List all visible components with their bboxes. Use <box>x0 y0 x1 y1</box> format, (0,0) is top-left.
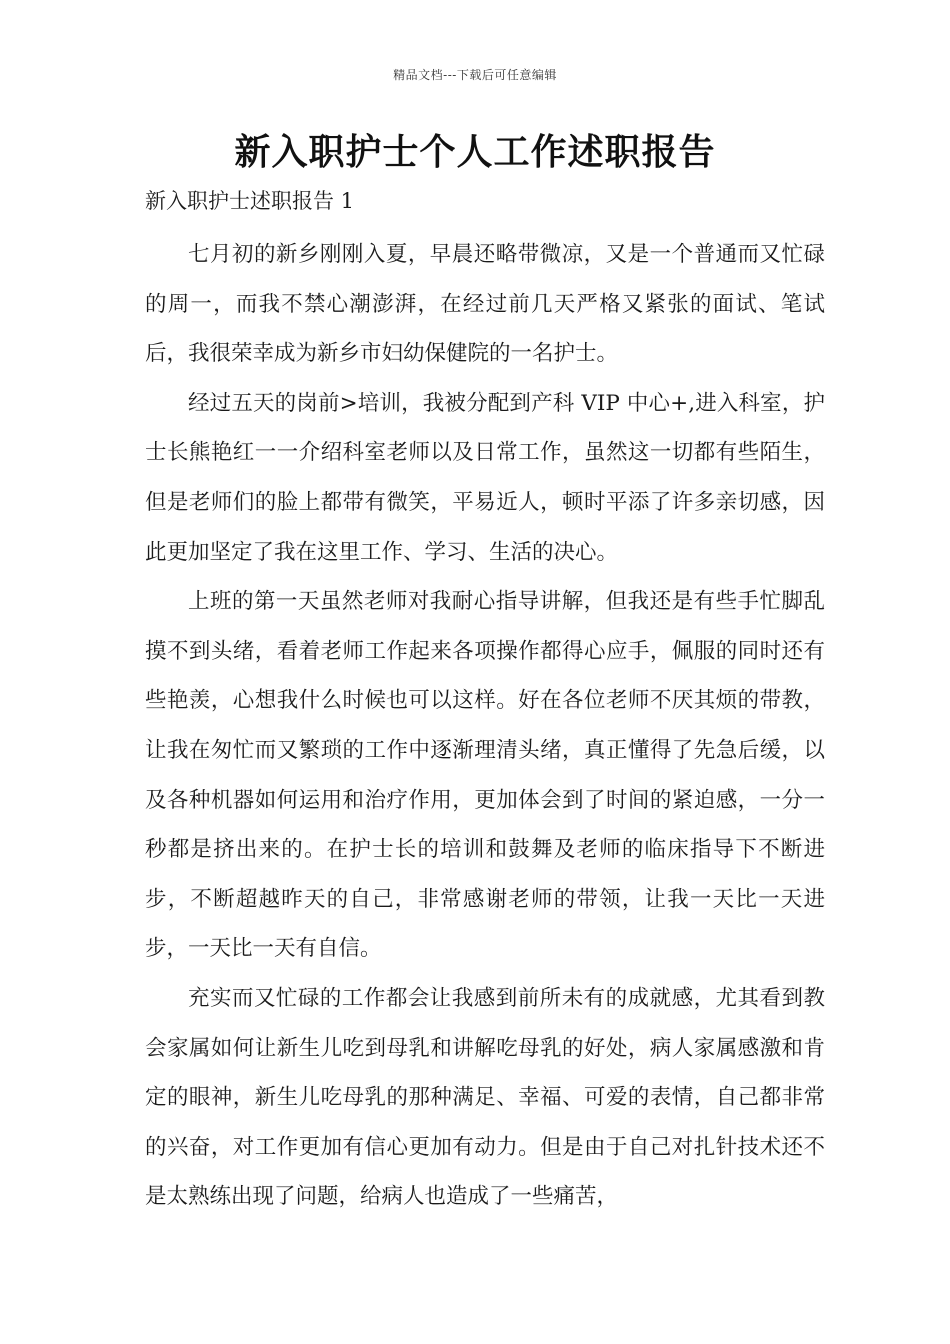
paragraph: 上班的第一天虽然老师对我耐心指导讲解，但我还是有些手忙脚乱摸不到头绪，看着老师工作起来各项操作都得心应手，佩服的同时还有些艳羡，心想我什么时候也可以这样。好在各位老师不厌其烦的带教，让我在匆忙而又繁琐的工作中逐渐理清头绪，真正懂得了先急后缓，以及各种机器如何运用和治疗作用，更加体会到了时间的紧迫感，一分一秒都是挤出来的。在护士长的培训和鼓舞及老师的临床指导下不断进步，不断超越昨天的自己，非常感谢老师的带领，让我一天比一天进步，一天比一天有自信。 <box>145 589 825 962</box>
paragraph: 充实而又忙碌的工作都会让我感到前所未有的成就感，尤其看到教会家属如何让新生儿吃到母乳和讲解吃母乳的好处，病人家属感激和肯定的眼神，新生儿吃母乳的那种满足、幸福、可爱的表情，自己都非常的兴奋，对工作更加有信心更加有动力。但是由于自己对扎针技术还不是太熟练出现了问题，给病人也造成了一些痛苦， <box>145 985 825 1210</box>
document-title: 新入职护士个人工作述职报告 <box>234 131 716 173</box>
paragraph: 经过五天的岗前>培训，我被分配到产科 VIP 中心+,进入科室，护士长熊艳红一一介绍科室老师以及日常工作，虽然这一切都有些陌生，但是老师们的脸上都带有微笑，平易近人，顿时平添了许多亲切感，因此更加坚定了我在这里工作、学习、生活的决心。 <box>145 390 825 565</box>
header-note: 精品文档---下载后可任意编辑 <box>393 68 557 82</box>
paragraph: 七月初的新乡刚刚入夏，早晨还略带微凉，又是一个普通而又忙碌的周一，而我不禁心潮澎湃，在经过前几天严格又紧张的面试、笔试后，我很荣幸成为新乡市妇幼保健院的一名护士。 <box>145 242 825 367</box>
document-subtitle: 新入职护士述职报告 1 <box>145 189 355 213</box>
document-body <box>145 230 825 1222</box>
